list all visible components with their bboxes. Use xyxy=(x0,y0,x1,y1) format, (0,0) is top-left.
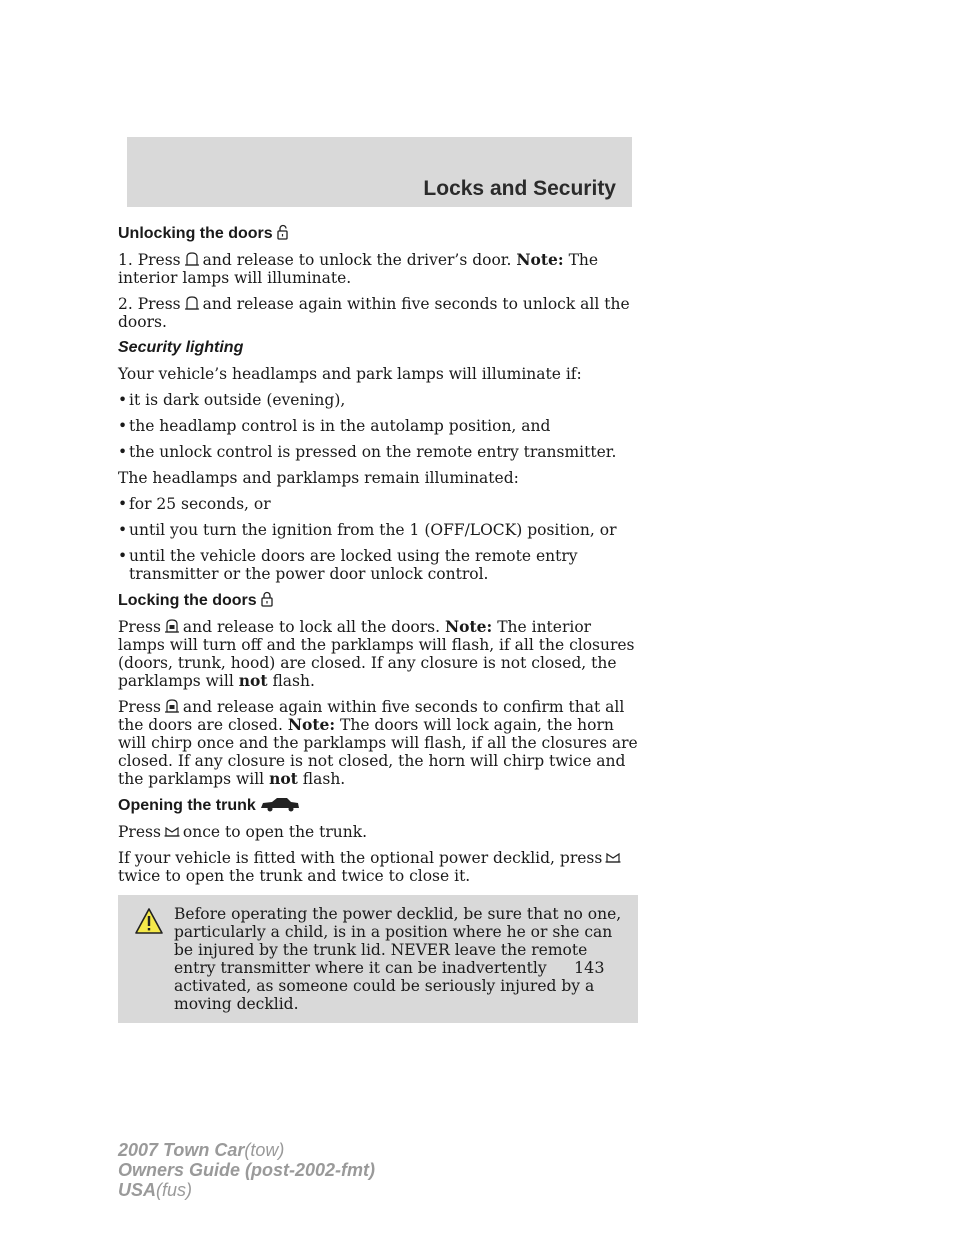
trunk-paragraph-1: Press once to open the trunk. xyxy=(118,823,368,841)
list-item: • it is dark outside (evening), xyxy=(118,391,638,409)
unlock-icon xyxy=(275,224,293,240)
trunk-paragraph-2: If your vehicle is fitted with the optional power decklid, presstwice to open the trunk and twice to close it. xyxy=(118,849,638,885)
lock-button-icon xyxy=(163,618,181,634)
warning-icon xyxy=(134,907,164,935)
list-item: • the unlock control is pressed on the remote entry transmitter. xyxy=(118,443,638,461)
page-content xyxy=(118,218,638,1023)
lock-button-icon xyxy=(163,698,181,714)
car-trunk-icon xyxy=(260,796,300,812)
unlock-button-icon xyxy=(183,251,201,267)
list-item: • the headlamp control is in the autolamp position, and xyxy=(118,417,638,435)
security-heading: Security lighting xyxy=(118,339,244,356)
warning-text: Before operating the power decklid, be sure that no one, particularly a child, is in a position where he or she can be injured by the trunk lid. NEVER leave the remote entry transmitter where it can be inadvertently activated, as someone could be seriously injured by a moving decklid. xyxy=(174,905,622,1013)
unlock-step-1: 1. Press and release to unlock the driver’s door. Note: The interior lamps will illuminate. xyxy=(118,250,599,287)
footer: 2007 Town Car(tow) Owners Guide (post-2002-fmt) USA(fus) xyxy=(118,1140,376,1200)
security-intro-2: The headlamps and parklamps remain illuminated: xyxy=(118,469,519,487)
warning-box xyxy=(118,895,638,1023)
page-number: 143 xyxy=(574,958,605,977)
lock-heading: Locking the doors xyxy=(118,591,638,610)
security-intro: Your vehicle’s headlamps and park lamps will illuminate if: xyxy=(118,365,582,383)
lock-icon xyxy=(259,591,277,607)
lock-paragraph-2: Press and release again within five seconds to confirm that all the doors are closed. Note: The doors will lock again, the horn will chirp once and the parklamps will flash, if all the closures are closed. If any closure is not closed, the horn will chirp twice and the parklamps will not flash. xyxy=(118,698,638,788)
lock-paragraph-1: Press and release to lock all the doors. Note: The interior lamps will turn off and the parklamps will flash, if all the closures (doors, trunk, hood) are closed. If any closure is not closed, the parklamps will not flash. xyxy=(118,617,635,690)
trunk-button-icon xyxy=(163,823,181,839)
list-item: • until the vehicle doors are locked using the remote entry transmitter or the power door unlock control. xyxy=(118,547,638,583)
list-item: • until you turn the ignition from the 1 (OFF/LOCK) position, or xyxy=(118,521,638,539)
list-item: • for 25 seconds, or xyxy=(118,495,638,513)
section-title: Locks and Security xyxy=(423,177,616,200)
unlock-button-icon xyxy=(183,295,201,311)
trunk-button-icon xyxy=(604,849,622,865)
unlock-heading: Unlocking the doors xyxy=(118,224,638,243)
trunk-heading: Opening the trunk xyxy=(118,796,638,815)
unlock-step-2: 2. Press and release again within five seconds to unlock all the doors. xyxy=(118,295,630,331)
section-header-band xyxy=(127,137,632,207)
